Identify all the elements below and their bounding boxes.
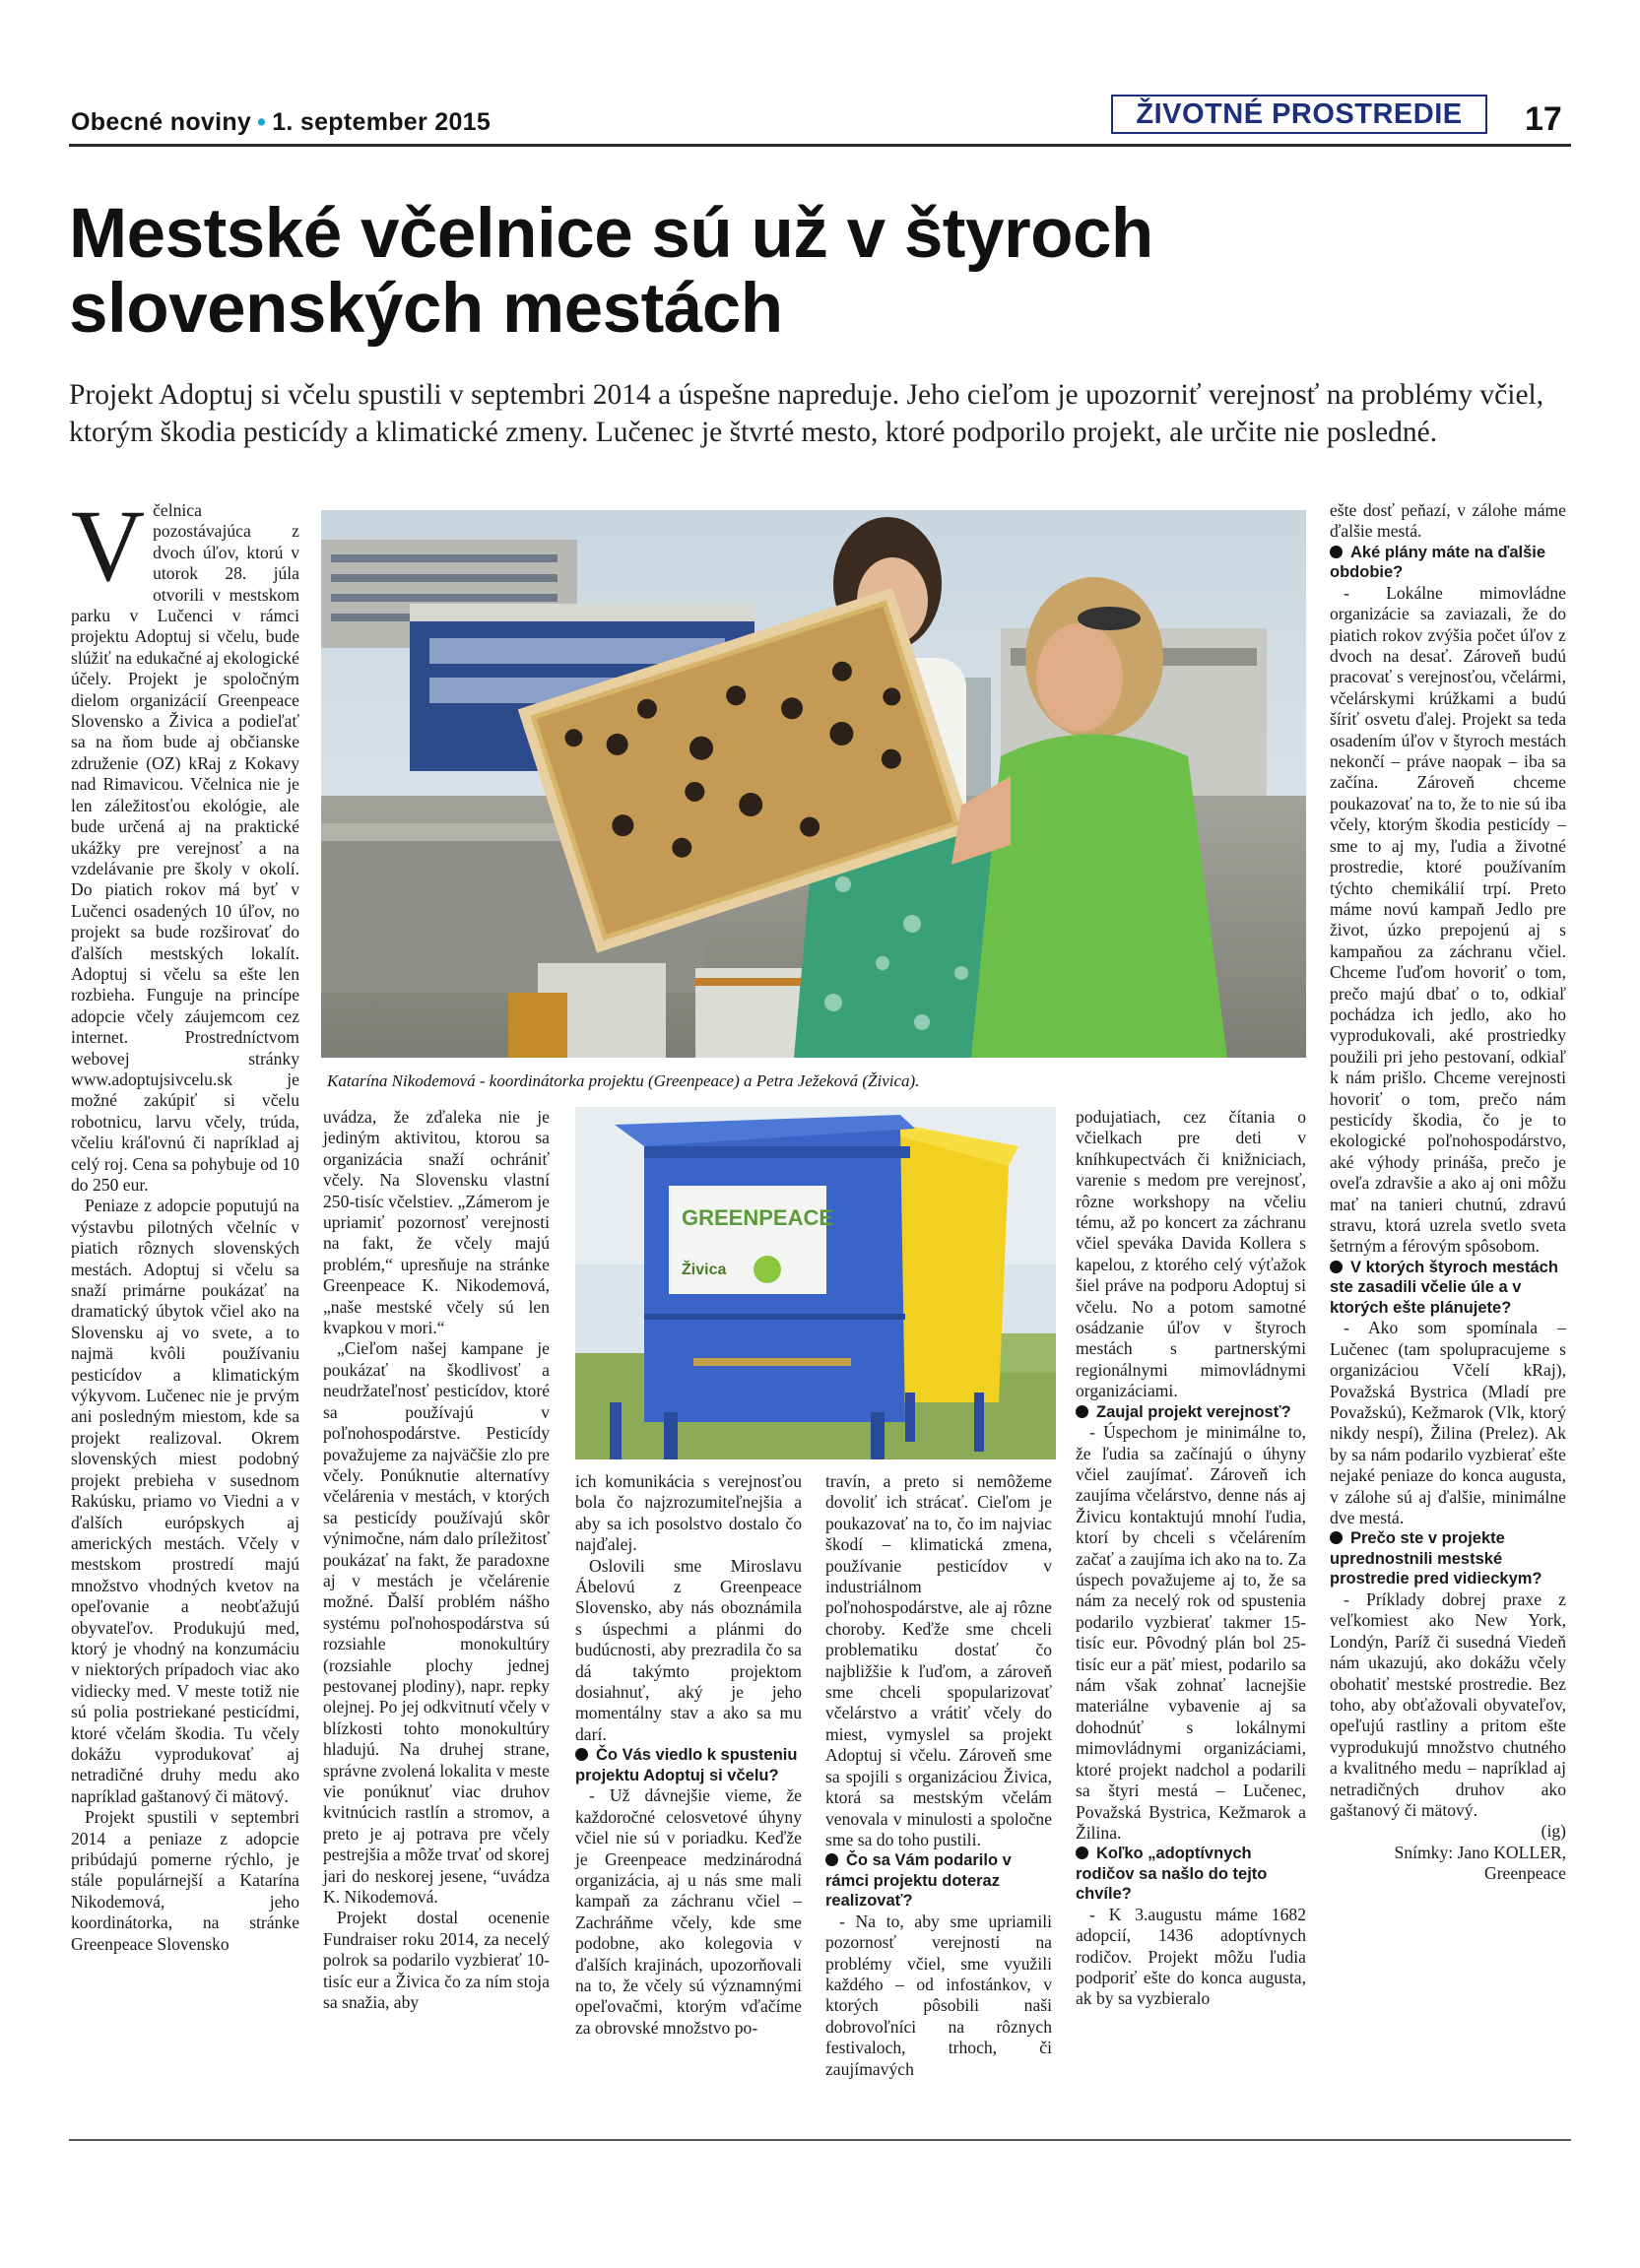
zivica-logo-icon [754,1256,781,1283]
article-column-3 [575,1471,802,2039]
section-label-text: ŽIVOTNÉ PROSTREDIE [1136,98,1463,130]
hive-label-zivica: Živica [682,1262,727,1278]
interview-answer: travín, a preto si nemôžeme dovoliť ich strácať. Cieľom je poukazovať na to, čo im najviac škodí – klimatická zmena, používanie pesticídov v industriálnom poľnohospodárstve, ale aj rôzne choroby. Keďže sme chceli problematiku dostať čo najbližšie k ľuďom, a zároveň sme chceli spopularizovať včelárstvo a vrátiť včely do miest, vymyslel sa projekt Adoptuj si včelu. Zároveň sme sa spojili s organizáciou Živica, ktorá sa mestským včelám venovala v minulosti a spoločne sme sa do toho pustili. [825,1471,1052,1849]
paragraph: ich komunikácia s verejnosťou bola čo najzrozumiteľnejšia a aby sa ich posolstvo dostalo čo najďalej. [575,1471,802,1555]
interview-answer: - Lokálne mimovládne organizácie sa zaviazali, že do piatich rokov zvýšia počet úľov z dvoch na desať. Zároveň budú pracovať s verejnosťou, včelármi, včelárskymi krúžkami a budú šíriť osvetu ďalej. Projekt sa teda osadením úľov v štyroch mestách nekončí – práve naopak – iba sa začína. Zároveň chceme poukazovať na to, že to nie sú iba včely, ktorým škodia pesticídy – sme to aj my, ľudia a životné prostredie, ktoré používaním týchto chemikálií trpí. Preto máme novú kampaň Jedlo pre život, úzko prepojenú aj s kampaňou za záchranu včiel. Chceme ľuďom hovoriť o tom, prečo majú dbať o to, odkiaľ pochádza ich jedlo, ako ho vyprodukovali, aké prostriedky použili pri jeho pestovaní, odkiaľ k nám prišlo. Chceme verejnosti hovoriť o tom, prečo nám pesticídy škodia, čo je to ekologické poľnohospodárstvo, aké výhody prináša, prečo je oveľa zdravšie a ako aj oni môžu mať na tanieri chutnú, zdravú stravu, ktorá uzrela svetlo sveta šetrným a férovým spôsobom. [1330,582,1566,1257]
photo-credit: Snímky: Jano KOLLER, [1394,1842,1566,1862]
article-column-6 [1330,500,1566,1885]
paragraph: Projekt spustili v septembri 2014 a peniaze z adopcie pribúdajú pomerne rýchlo, je stále populárnejší a Katarína Nikodemová, jeho koordinátorka, na stránke Greenpeace Slovensko [71,1807,299,1954]
section-label [1111,95,1487,134]
beekeepers-photo [321,510,1306,1058]
paragraph: čelnica pozostávajúca z dvoch úľov, ktorú v utorok 28. júla otvorili v mestskom parku v Lučenci v rámci projektu Adoptuj si včelu, bude slúžiť na edukačné aj ekologické účely. Projekt je spoločným dielom organizácií Greenpeace Slovensko a Živica a podieľať sa na ňom bude aj občianske združenie (OZ) kRaj z Kokavy nad Rimavicou. Včelnica nie je len záležitosťou ekológie, ale bude určená aj na praktické ukážky pre verejnosť a na vzdelávanie pre školy v okolí. Do piatich rokov má byť v Lučenci osadených 10 úľov, no projekt sa bude rozširovať do ďalších mestských lokalít. Adoptuj si včelu sa ešte len rozbieha. Funguje na princípe adopcie včely záujemcom cez internet. Prostredníctvom webovej stránky www.adoptujsivcelu.sk je možné zakúpiť si včelu robotnicu, larvu včely, trúda, včeliu kráľovnú či napríklad aj celý roj. Cena sa pohybuje od 10 do 250 eur. [71,500,299,1195]
interview-answer: - Príklady dobrej praxe z veľkomiest ako New York, Londýn, Paríž či susedná Viedeň nám ukazujú, ako dokážu včely obohatiť mestské prostredie. Bez toho, aby obťažovali obyvateľov, opeľujú rastliny a pritom ešte vyprodukujú množstvo chutného a kvalitného medu – napríklad aj netradičných druhov ako gaštanový či mätový. [1330,1588,1566,1820]
bullet-icon [575,1748,588,1761]
paragraph: Oslovili sme Miroslavu Ábelovú z Greenpeace Slovensko, aby nás oboznámila s úspechmi a plánmi do budúcnosti, aby prezradila čo sa dá takýmto projektom dosiahnuť, aký je jeho momentálny stav a ako sa mu darí. [575,1555,802,1744]
bullet-icon [1076,1405,1088,1418]
article-column-2 [323,1107,550,2013]
interview-answer: - Už dávnejšie vieme, že každoročné celosvetové úhyny včiel nie sú v poriadku. Keďže je Greenpeace medzinárodná organizácia, aj u nás sme mali kampaň za záchranu včiel – Zachráňme včely, kde sme podobne, ako kolegovia v ďalších krajinách, upozorňovali na to, že včely sú významnými opeľovačmi, ktorým vďačíme za obrovské množstvo po- [575,1785,802,2038]
drop-cap: V [71,489,146,603]
interview-answer: ešte dosť peňazí, v zálohe máme ďalšie mestá. [1330,500,1566,542]
interview-answer: - Na to, aby sme upriamili pozornosť verejnosti na problémy včiel, sme využili každého – od infostánkov, v ktorých pôsobili naši dobrovoľníci na rôznych festivaloch, trhoch, či zaujímavých [825,1911,1052,2079]
interview-answer: - Úspechom je minimálne to, že ľudia sa začínajú o úhyny včiel zaujímať. Zároveň ich zaujíma včelárstvo, denne nás aj Živicu kontaktujú mnohí ľudia, ktorí by chceli s včelárením začať a zaujíma ich ako na to. Za úspech považujeme aj to, že sa nám za necelý rok od spustenia podarilo vyzbierať takmer 15-tisíc eur. Pôvodný plán bol 25-tisíc eur a päť miest, podarilo sa nám však zohnať lacnejšie materiálne vybavenie aj sa dohodnúť s lokálnymi mimovládnymi organizáciami, ktoré projekt nadchol a podarili sa štyri mestá – Lučenec, Považská Bystrica, Kežmarok a Žilina. [1076,1422,1306,1843]
photo-caption: Katarína Nikodemová - koordinátorka projektu (Greenpeace) a Petra Ježeková (Živica). [327,1071,920,1090]
article-headline [69,197,1546,347]
author-signature: (ig) [1541,1821,1566,1842]
interview-answer: - Ako som spomínala – Lučenec (tam spolupracujeme s organizáciou Včelí kRaj), Považská Bystrica (Mladí pre Považskú), Kežmarok (Vlk, ktorý nikdy nespí), Žilina (Prelez). Ak by sa nám podarilo vyzbierať ešte nejaké peniaze do konca augusta, v zálohe sú aj ďalšie, minimálne dve mestá. [1330,1318,1566,1527]
issue-date: 1. september 2015 [272,108,492,136]
interview-question: Aké plány máte na ďalšie obdobie? [1330,543,1546,582]
header-rule [69,144,1571,147]
headline-line-2: slovenských mestách [69,270,783,348]
paragraph: „Cieľom našej kampane je poukázať na škodlivosť a neudržateľnosť pesticídov, ktoré sa používajú v poľnohospodárstve. Pesticídy považujeme za najväčšie zlo pre včely. Ponúknutie alternatívy včelárenia v mestách, v ktorých sa pesticídy používajú skôr výnimočne, nám dalo príležitosť poukázať na fakt, že paradoxne aj v mestách je včelárenie možné. Ďalší problém nášho systému poľnohospodárstva sú rozsiahle monokultúry (rozsiahle plochy jednej pestovanej plodiny), napr. repky olejnej. Po jej odkvitnutí včely v blízkosti tohto monokultúry hladujú. Na druhej strane, správne zvolená lokalita v meste vie ponúknuť viac druhov kvitnúcich rastlín a stromov, a preto je aj potrava pre včely pestrejšia a môže trvať od skorej jari do neskorej jesene, “uvádza K. Nikodemová. [323,1338,550,1908]
interview-question: Čo sa Vám podarilo v rámci projektu doteraz realizovať? [825,1851,1012,1911]
paragraph: Projekt dostal ocenenie Fundraiser roku 2014, za necelý polrok sa podarilo vyzbierať 10-tisíc eur a Živica čo za ním stoja sa snažia, aby [323,1908,550,2013]
beehives-photo [575,1107,1056,1459]
hive-label-greenpeace: GREENPEACE [682,1205,834,1230]
interview-answer: - K 3.augustu máme 1682 adopcií, 1436 adoptívnych rodičov. Projekt môžu ľudia podporiť ešte do konca augusta, ak by sa vyzbieralo [1076,1904,1306,2009]
paragraph: Peniaze z adopcie poputujú na výstavbu pilotných včelníc v piatich rôznych slovenských mestách. Adoptuj si včelu sa snaží primárne poukázať na dramatický úbytok včiel ako na Slovensku aj vo svete, a to najmä kvôli používaniu pesticídov a klimatickým výkyvom. Lučenec nie je prvým ani posledným miestom, kde sa projekt realizoval. Okrem slovenských miest podobný projekt prebieha v susednom Rakúsku, priamo vo Viedni a v ďalších európskych aj amerických mestách. Včely v mestskom prostredí majú množstvo vhodných kvetov na opeľovanie a neobťažujú obyvateľov. Produkujú med, ktorý je vhodný na konzumáciu v niektorých prípadoch viac ako vidiecky med. V meste totiž nie sú polia postriekané pesticídmi, ktoré včelám škodia. Tu včely dokážu vyprodukovať aj netradičné druhy medu ako napríklad gaštanový či mätový. [71,1196,299,1806]
interview-question: V ktorých štyroch mestách ste zasadili včelie úle a v ktorých ešte plánujete? [1330,1258,1558,1317]
publication-name: Obecné noviny [71,108,252,136]
bullet-icon [1330,546,1343,558]
photo-credit-org: Greenpeace [1483,1863,1566,1884]
paragraph: uvádza, že zďaleka nie je jediným aktivitou, ktorou sa organizácia snaží ochrániť včely. Na Slovensku vlastní 250-tisíc včelstiev. „Zámerom je upriamiť pozornosť verejnosti na fakt, že včely majú problém,“ upresňuje na stránke Greenpeace K. Nikodemová, „naše mestské včely sú len kvapkou v mori.“ [323,1107,550,1338]
interview-question: Čo Vás viedlo k spusteniu projektu Adoptuj si včelu? [575,1746,798,1784]
bullet-icon [825,1853,838,1866]
article-column-1 [71,489,299,1955]
interview-question: Koľko „adoptívnych rodičov sa našlo do tejto chvíle? [1076,1845,1268,1904]
interview-answer: podujatiach, cez čítania o včielkach pre deti v kníhkupectvách či knižniciach, varenie s medom pre verejnosť, rôzne workshopy na včeliu tému, až po koncert za záchranu včiel speváka Davida Kollera s kapelou, z ktorého celý výťažok šiel práve na podporu Adoptuj si včelu. No a potom samotné osádzanie úľov v štyroch mestách s partnerskými regionálnymi mimovládnymi organizáciami. [1076,1107,1306,1401]
article-column-5 [1076,1107,1306,2010]
bullet-icon [1330,1261,1343,1273]
page-number: 17 [1525,100,1562,138]
bullet-icon [1330,1531,1343,1544]
footer-rule [69,2139,1571,2141]
article-lead: Projekt Adoptuj si včelu spustili v septembri 2014 a úspešne napreduje. Jeho cieľom je upozorniť verejnosť na problémy včiel, ktorým škodia pesticídy a klimatické zmeny. Lučenec je štvrté mesto, ktoré podporilo projekt, ale určite nie posledné. [69,379,1544,448]
headline-line-1: Mestské včelnice sú už v štyroch [69,195,1153,273]
interview-question: Zaujal projekt verejnosť? [1076,1402,1306,1423]
separator-dot-icon: • [257,108,267,136]
interview-question: Prečo ste v projekte uprednostnili mestské prostredie pred vidieckym? [1330,1529,1542,1588]
article-column-4 [825,1471,1052,2080]
bullet-icon [1076,1847,1088,1859]
publication-header [71,108,491,137]
